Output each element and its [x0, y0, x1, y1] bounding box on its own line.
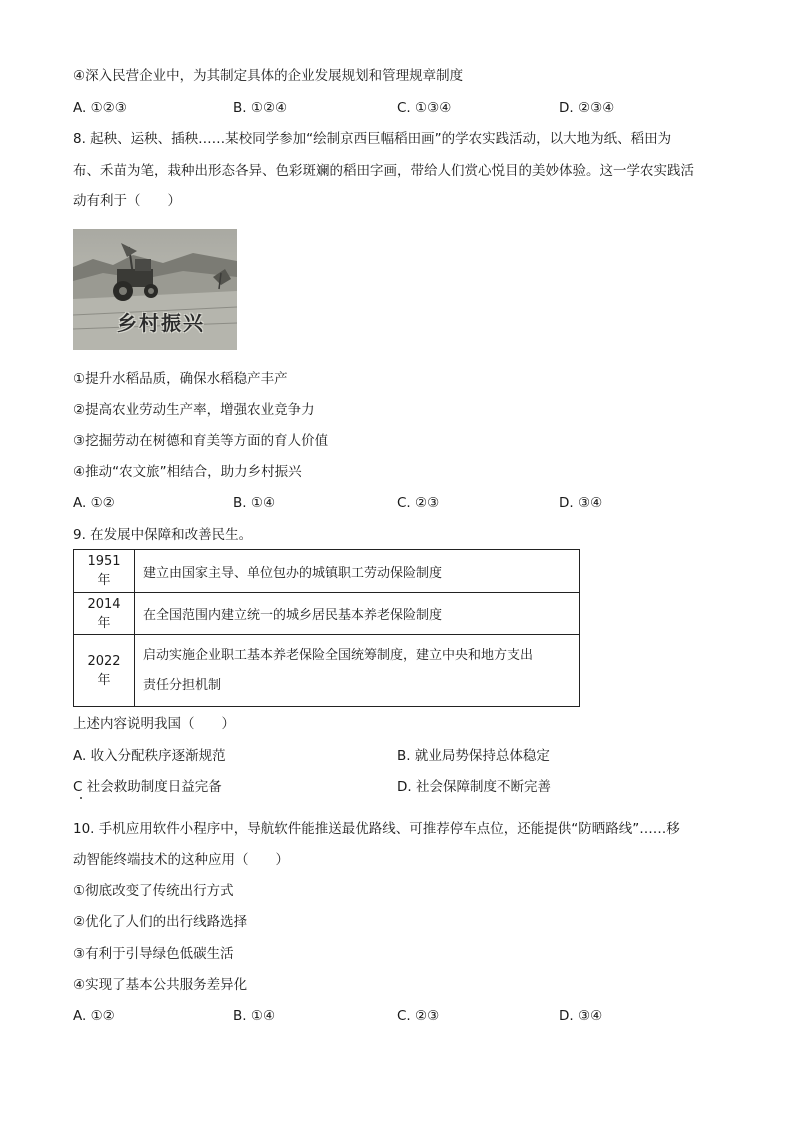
q10-item-3: ③有利于引导绿色低碳生活	[73, 946, 234, 962]
q10-item-2: ②优化了人们的出行线路选择	[73, 914, 248, 930]
q7-item-4: ④深入民营企业中，为其制定具体的企业发展规划和管理规章制度	[73, 68, 464, 84]
q9-option-d[interactable]: D. 社会保障制度不断完善	[397, 779, 551, 795]
table-year: 2014 年	[74, 593, 135, 635]
q8-options	[73, 494, 723, 512]
table-year: 1951 年	[74, 550, 135, 593]
table-text-line-1: 启动实施企业职工基本养老保险全国统筹制度，建立中央和地方支出	[143, 647, 534, 663]
q8-option-c[interactable]: C. ②③	[397, 495, 440, 511]
q8-option-a[interactable]: A. ①②	[73, 495, 115, 511]
q7-option-c[interactable]: C. ①③④	[397, 100, 452, 116]
q10-stem-line-1: 10. 手机应用软件小程序中，导航软件能推送最优路线、可推荐停车点位，还能提供“防晒路线”……移	[73, 821, 680, 837]
q10-item-4: ④实现了基本公共服务差异化	[73, 977, 248, 993]
q9-question: 上述内容说明我国（ ）	[73, 716, 235, 732]
q8-item-2: ②提高农业劳动生产率，增强农业竞争力	[73, 402, 315, 418]
q7-option-b[interactable]: B. ①②④	[233, 100, 288, 116]
q9-stem: 9. 在发展中保障和改善民生。	[73, 527, 253, 543]
q8-item-1: ①提升水稻品质，确保水稻稳产丰产	[73, 371, 288, 387]
q9-option-a[interactable]: A. 收入分配秩序逐渐规范	[73, 748, 226, 764]
q9-options-row-1	[73, 747, 723, 765]
q10-option-a[interactable]: A. ①②	[73, 1008, 115, 1024]
q7-option-a[interactable]: A. ①②③	[73, 100, 127, 116]
q7-option-d[interactable]: D. ②③④	[559, 100, 615, 116]
q10-options	[73, 1007, 723, 1025]
q10-item-1: ①彻底改变了传统出行方式	[73, 883, 234, 899]
table-row	[74, 635, 580, 707]
table-text: 建立由国家主导、单位包办的城镇职工劳动保险制度	[135, 550, 580, 593]
image-caption-logo: 乡村振兴	[117, 311, 205, 335]
q8-stem-line-2: 布、禾苗为笔，栽种出形态各异、色彩斑斓的稻田字画，带给人们赏心悦目的美妙体验。这一学农实践活	[73, 163, 694, 179]
q8-item-4: ④推动“农文旅”相结合，助力乡村振兴	[73, 464, 302, 480]
q8-stem-line-3: 动有利于（ ）	[73, 193, 181, 209]
table-text: 在全国范围内建立统一的城乡居民基本养老保险制度	[135, 593, 580, 635]
q7-options	[73, 99, 723, 117]
q9-options-row-2	[73, 778, 723, 796]
q10-option-c[interactable]: C. ②③	[397, 1008, 440, 1024]
table-text	[135, 635, 580, 707]
q8-option-d[interactable]: D. ③④	[559, 495, 603, 511]
q9-option-c[interactable]: C 社会救助制度日益完备	[73, 779, 222, 795]
table-text-line-2: 责任分担机制	[143, 677, 222, 693]
table-year: 2022 年	[74, 635, 135, 707]
table-row	[74, 593, 580, 635]
welfare-timeline-table	[73, 549, 580, 707]
q10-option-b[interactable]: B. ①④	[233, 1008, 276, 1024]
rural-revitalization-image	[73, 229, 237, 350]
q8-stem-line-1: 8. 起秧、运秧、插秧……某校同学参加“绘制京西巨幅稻田画”的学农实践活动，以大地为纸、稻田为	[73, 131, 672, 147]
q10-option-d[interactable]: D. ③④	[559, 1008, 603, 1024]
q8-item-3: ③挖掘劳动在树德和育美等方面的育人价值	[73, 433, 329, 449]
stray-dot	[80, 797, 82, 799]
q9-option-b[interactable]: B. 就业局势保持总体稳定	[397, 748, 550, 764]
q10-stem-line-2: 动智能终端技术的这种应用（ ）	[73, 852, 289, 868]
table-row	[74, 550, 580, 593]
q8-option-b[interactable]: B. ①④	[233, 495, 276, 511]
